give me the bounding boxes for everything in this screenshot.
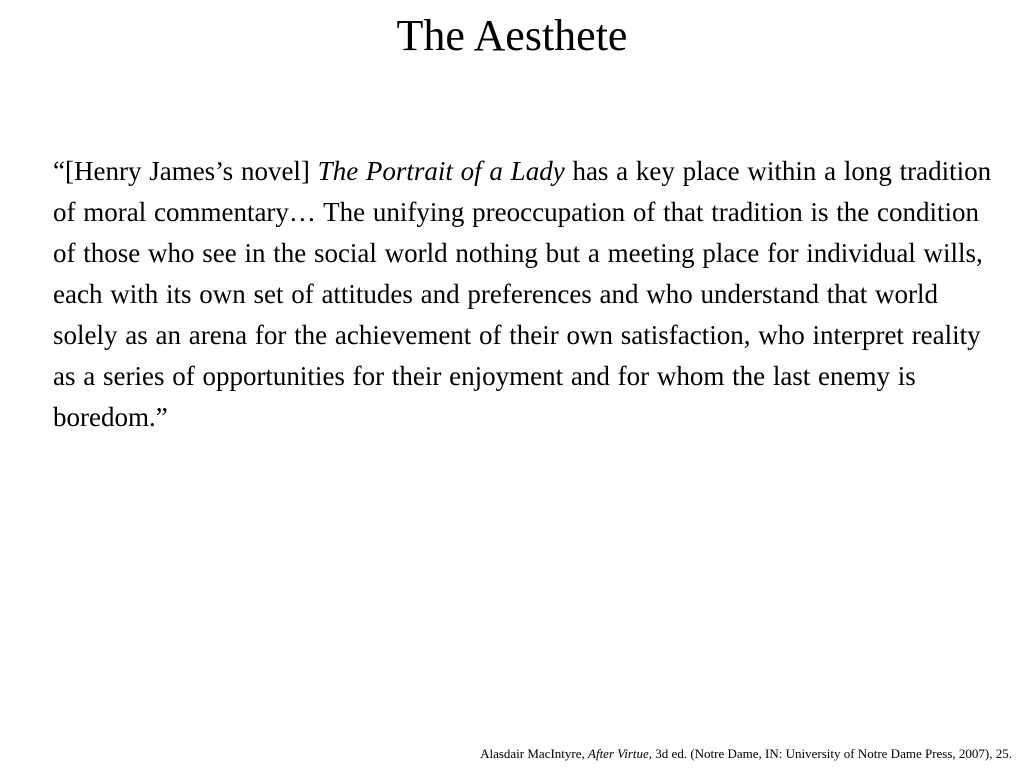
quote-prefix: [Henry James’s novel] xyxy=(64,156,318,186)
citation-work: After Virtue xyxy=(588,746,649,761)
quote-close-mark: ” xyxy=(155,402,168,432)
quote-book-title: The Portrait of a Lady xyxy=(317,156,565,186)
quote-open-mark: “ xyxy=(53,156,65,186)
citation xyxy=(480,745,1012,763)
citation-details: , 3d ed. (Notre Dame, IN: University of Notre Dame Press, 2007), 25. xyxy=(648,746,1012,761)
slide-title: The Aesthete xyxy=(396,11,628,60)
citation-author: Alasdair MacIntyre, xyxy=(480,746,589,761)
quote-body: has a key place within a long tradition of moral commentary… The unifying preoccupation of that tradition is the condition of those who see in the social world nothing but a meeting place for individual wills, each with its own set of attitudes and preferences and who understand that world solely as an arena for the achievement of their own satisfaction, who interpret reality as a series of opportunities for their enjoyment and for whom the last enemy is boredom. xyxy=(53,156,992,432)
quote-text xyxy=(53,151,993,438)
